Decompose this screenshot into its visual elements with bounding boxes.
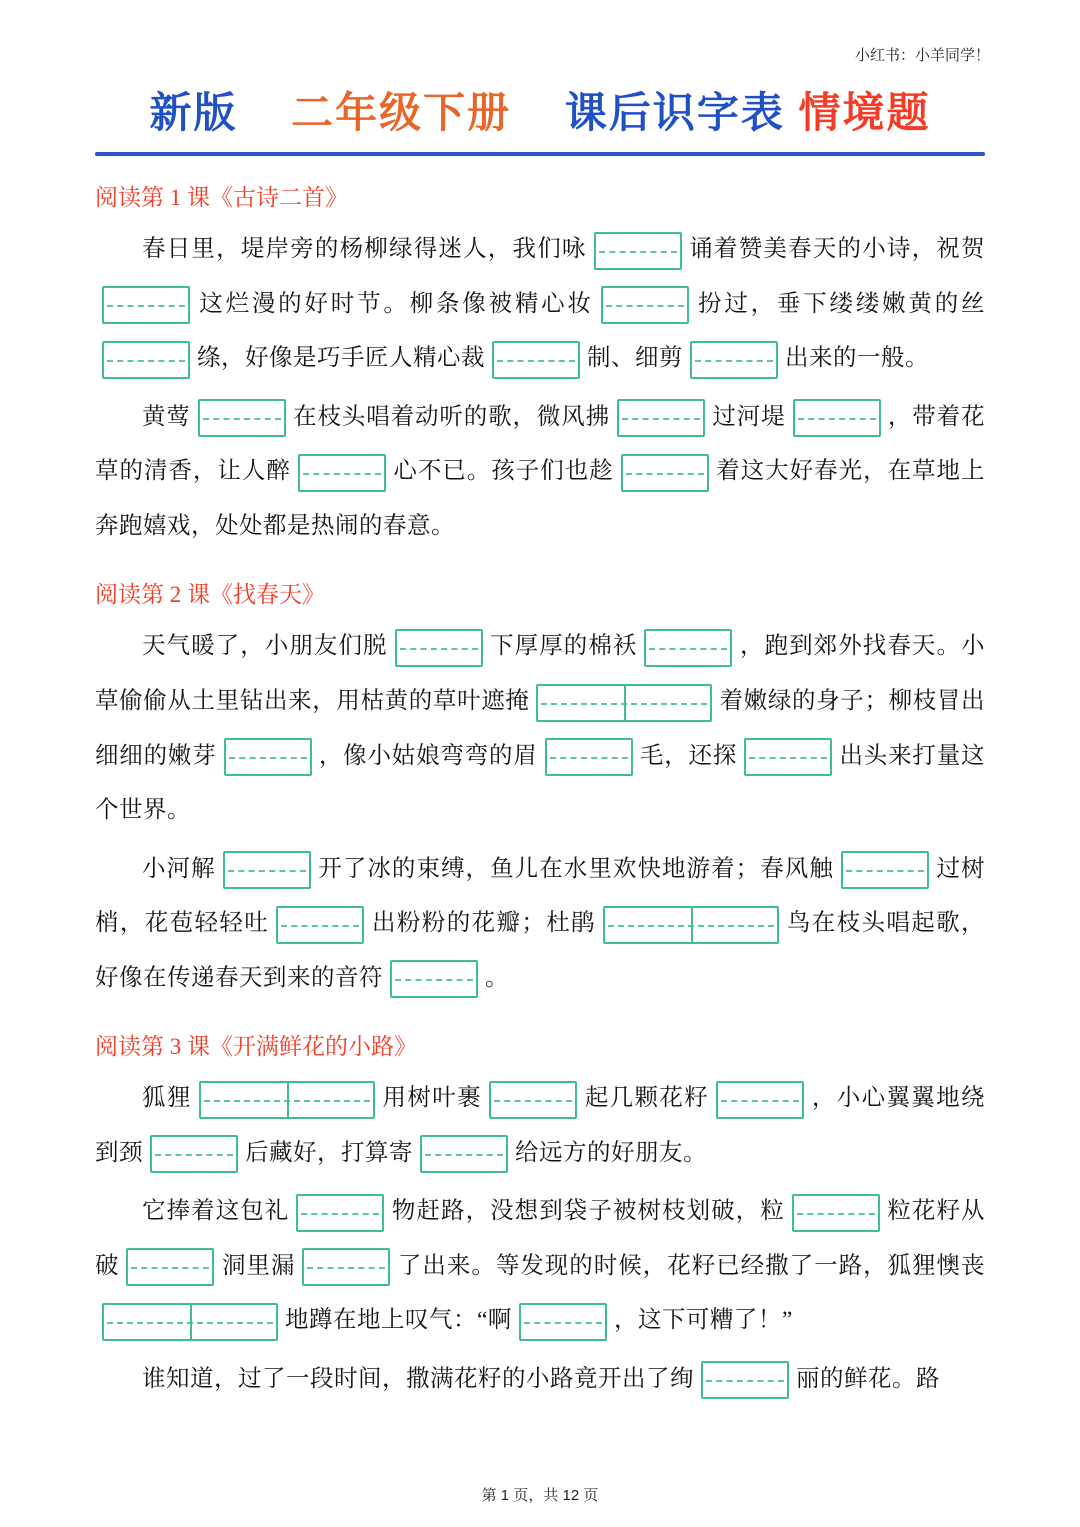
title-part-type: 情境题 (798, 89, 931, 136)
answer-box (102, 286, 190, 324)
paragraph-text: ，像小姑娘弯弯的眉 (318, 742, 538, 769)
box-divider (190, 1304, 192, 1340)
paragraph-text: ，这下可糟了！” (613, 1307, 793, 1334)
answer-box (701, 1361, 789, 1399)
answer-box (126, 1248, 214, 1286)
paragraph (95, 390, 985, 554)
paragraph-text: 过河堤 (712, 403, 786, 430)
answer-box (594, 232, 682, 270)
answer-box (102, 341, 190, 379)
answer-box (302, 1248, 390, 1286)
paragraph-text: 给远方的好朋友。 (515, 1139, 707, 1166)
paragraph (95, 1352, 985, 1407)
answer-box (489, 1081, 577, 1119)
answer-box-double (102, 1303, 278, 1341)
answer-box (716, 1081, 804, 1119)
answer-box (223, 851, 311, 889)
answer-box-double (199, 1081, 375, 1119)
paragraph-text: 诵着赞美春天的小诗，祝贺 (688, 236, 986, 263)
section-heading: 阅读第 3 课《开满鲜花的小路》 (95, 1034, 417, 1060)
paragraph-text: 地蹲在地上叹气：“啊 (285, 1307, 512, 1334)
answer-box (224, 738, 312, 776)
answer-box (390, 960, 478, 998)
answer-box (617, 399, 705, 437)
answer-box (492, 341, 580, 379)
paragraph-text: 它捧着这包礼 (142, 1198, 290, 1225)
box-divider (287, 1082, 289, 1118)
worksheet-body (95, 182, 985, 1406)
answer-box (690, 341, 778, 379)
answer-box (298, 454, 386, 492)
title-part-subject: 课后识字表 (564, 89, 785, 136)
box-divider (691, 907, 693, 943)
paragraph-text: 谁知道，过了一段时间，撒满花籽的小路竟开出了绚 (142, 1365, 694, 1392)
paragraph (95, 1071, 985, 1180)
paragraph-text: 心不已。孩子们也趁 (392, 458, 614, 485)
paragraph-text: 丽的鲜花。路 (796, 1365, 940, 1392)
paragraph-text: 用树叶裹 (381, 1085, 482, 1112)
answer-box (150, 1135, 238, 1173)
paragraph-text: 制、细剪 (587, 345, 683, 372)
paragraph (95, 842, 985, 1006)
answer-box (420, 1135, 508, 1173)
paragraph-text: 扮过，垂下缕缕嫩黄的丝 (695, 290, 986, 317)
answer-box (621, 454, 709, 492)
answer-box (841, 851, 929, 889)
title-underline (95, 152, 985, 156)
answer-box (601, 286, 689, 324)
section-heading: 阅读第 2 课《找春天》 (95, 582, 325, 608)
paragraph-text: 绦，好像是巧手匠人精心裁 (197, 345, 485, 372)
paragraph-text: 在枝头唱着动听的歌，微风拂 (292, 403, 610, 430)
paragraph-text: 洞里漏 (221, 1252, 296, 1279)
paragraph-text: 天气暖了，小朋友们脱 (142, 633, 388, 660)
paragraph-text: 出粉粉的花瓣；杜鹃 (371, 910, 596, 937)
paragraph-text: 鸟在枝头唱起歌，好像在传递春天到来的音符 (95, 910, 986, 991)
answer-box (644, 629, 732, 667)
paragraph-text: 物赶路，没想到袋子被树枝划破，粒 (391, 1198, 785, 1225)
paragraph-text: 粒花籽从破 (95, 1198, 986, 1279)
paragraph-text: 黄莺 (142, 403, 191, 430)
answer-box (792, 1194, 880, 1232)
title-part-edition: 新版 (149, 89, 238, 136)
answer-box-double (603, 906, 779, 944)
section-heading: 阅读第 1 课《古诗二首》 (95, 185, 348, 210)
paragraph-text: 起几颗花籽 (583, 1085, 710, 1112)
paragraph-text: ，小心翼翼地绕到颈 (95, 1085, 986, 1166)
paragraph-text: 出头来打量这个世界。 (95, 742, 986, 824)
answer-box (198, 399, 286, 437)
paragraph-text: 开了冰的束缚，鱼儿在水里欢快地游着；春风触 (317, 855, 834, 882)
paragraph-text: ，带着花草的清香，让人醉 (95, 403, 985, 485)
paragraph-text: 。 (485, 964, 509, 991)
answer-box (744, 738, 832, 776)
watermark-text: 小红书：小羊同学！ (854, 47, 990, 64)
answer-box (793, 399, 881, 437)
title-part-grade: 二年级下册 (291, 89, 512, 136)
paragraph-text: 后藏好，打算寄 (245, 1139, 413, 1166)
answer-box (395, 629, 483, 667)
paragraph-text: 着这大好春光，在草地上奔跑嬉戏，处处都是热闹的春意。 (95, 458, 986, 539)
paragraph (95, 619, 985, 837)
page-footer: 第 1 页，共 12 页 (0, 1478, 1080, 1505)
paragraph (95, 222, 985, 386)
paragraph-text: 了出来。等发现的时候，花籽已经撒了一路，狐狸懊丧 (397, 1252, 986, 1279)
paragraph-text: 小河解 (142, 855, 216, 882)
answer-box-double (536, 684, 712, 722)
paragraph-text: 狐狸 (142, 1085, 192, 1112)
paragraph-text: 出来的一般。 (785, 345, 929, 372)
page-title (95, 80, 985, 140)
box-divider (624, 685, 626, 721)
answer-box (296, 1194, 384, 1232)
paragraph-text: 毛，还探 (639, 742, 738, 769)
paragraph-text: 着嫩绿的身子；柳枝冒出细细的嫩芽 (95, 687, 986, 769)
paragraph-text: ，跑到郊外找春天。小草偷偷从土里钻出来，用枯黄的草叶遮掩 (95, 633, 986, 714)
paragraph-text: 春日里，堤岸旁的杨柳绿得迷人，我们咏 (142, 236, 587, 263)
paragraph-text: 这烂漫的好时节。柳条像被精心妆 (197, 290, 594, 317)
paragraph (95, 1184, 985, 1348)
paragraph-text: 下厚厚的棉袄 (489, 633, 638, 660)
paragraph-text: 过树梢，花苞轻轻吐 (95, 855, 986, 937)
answer-box (276, 906, 364, 944)
answer-box (545, 738, 633, 776)
answer-box (519, 1303, 607, 1341)
